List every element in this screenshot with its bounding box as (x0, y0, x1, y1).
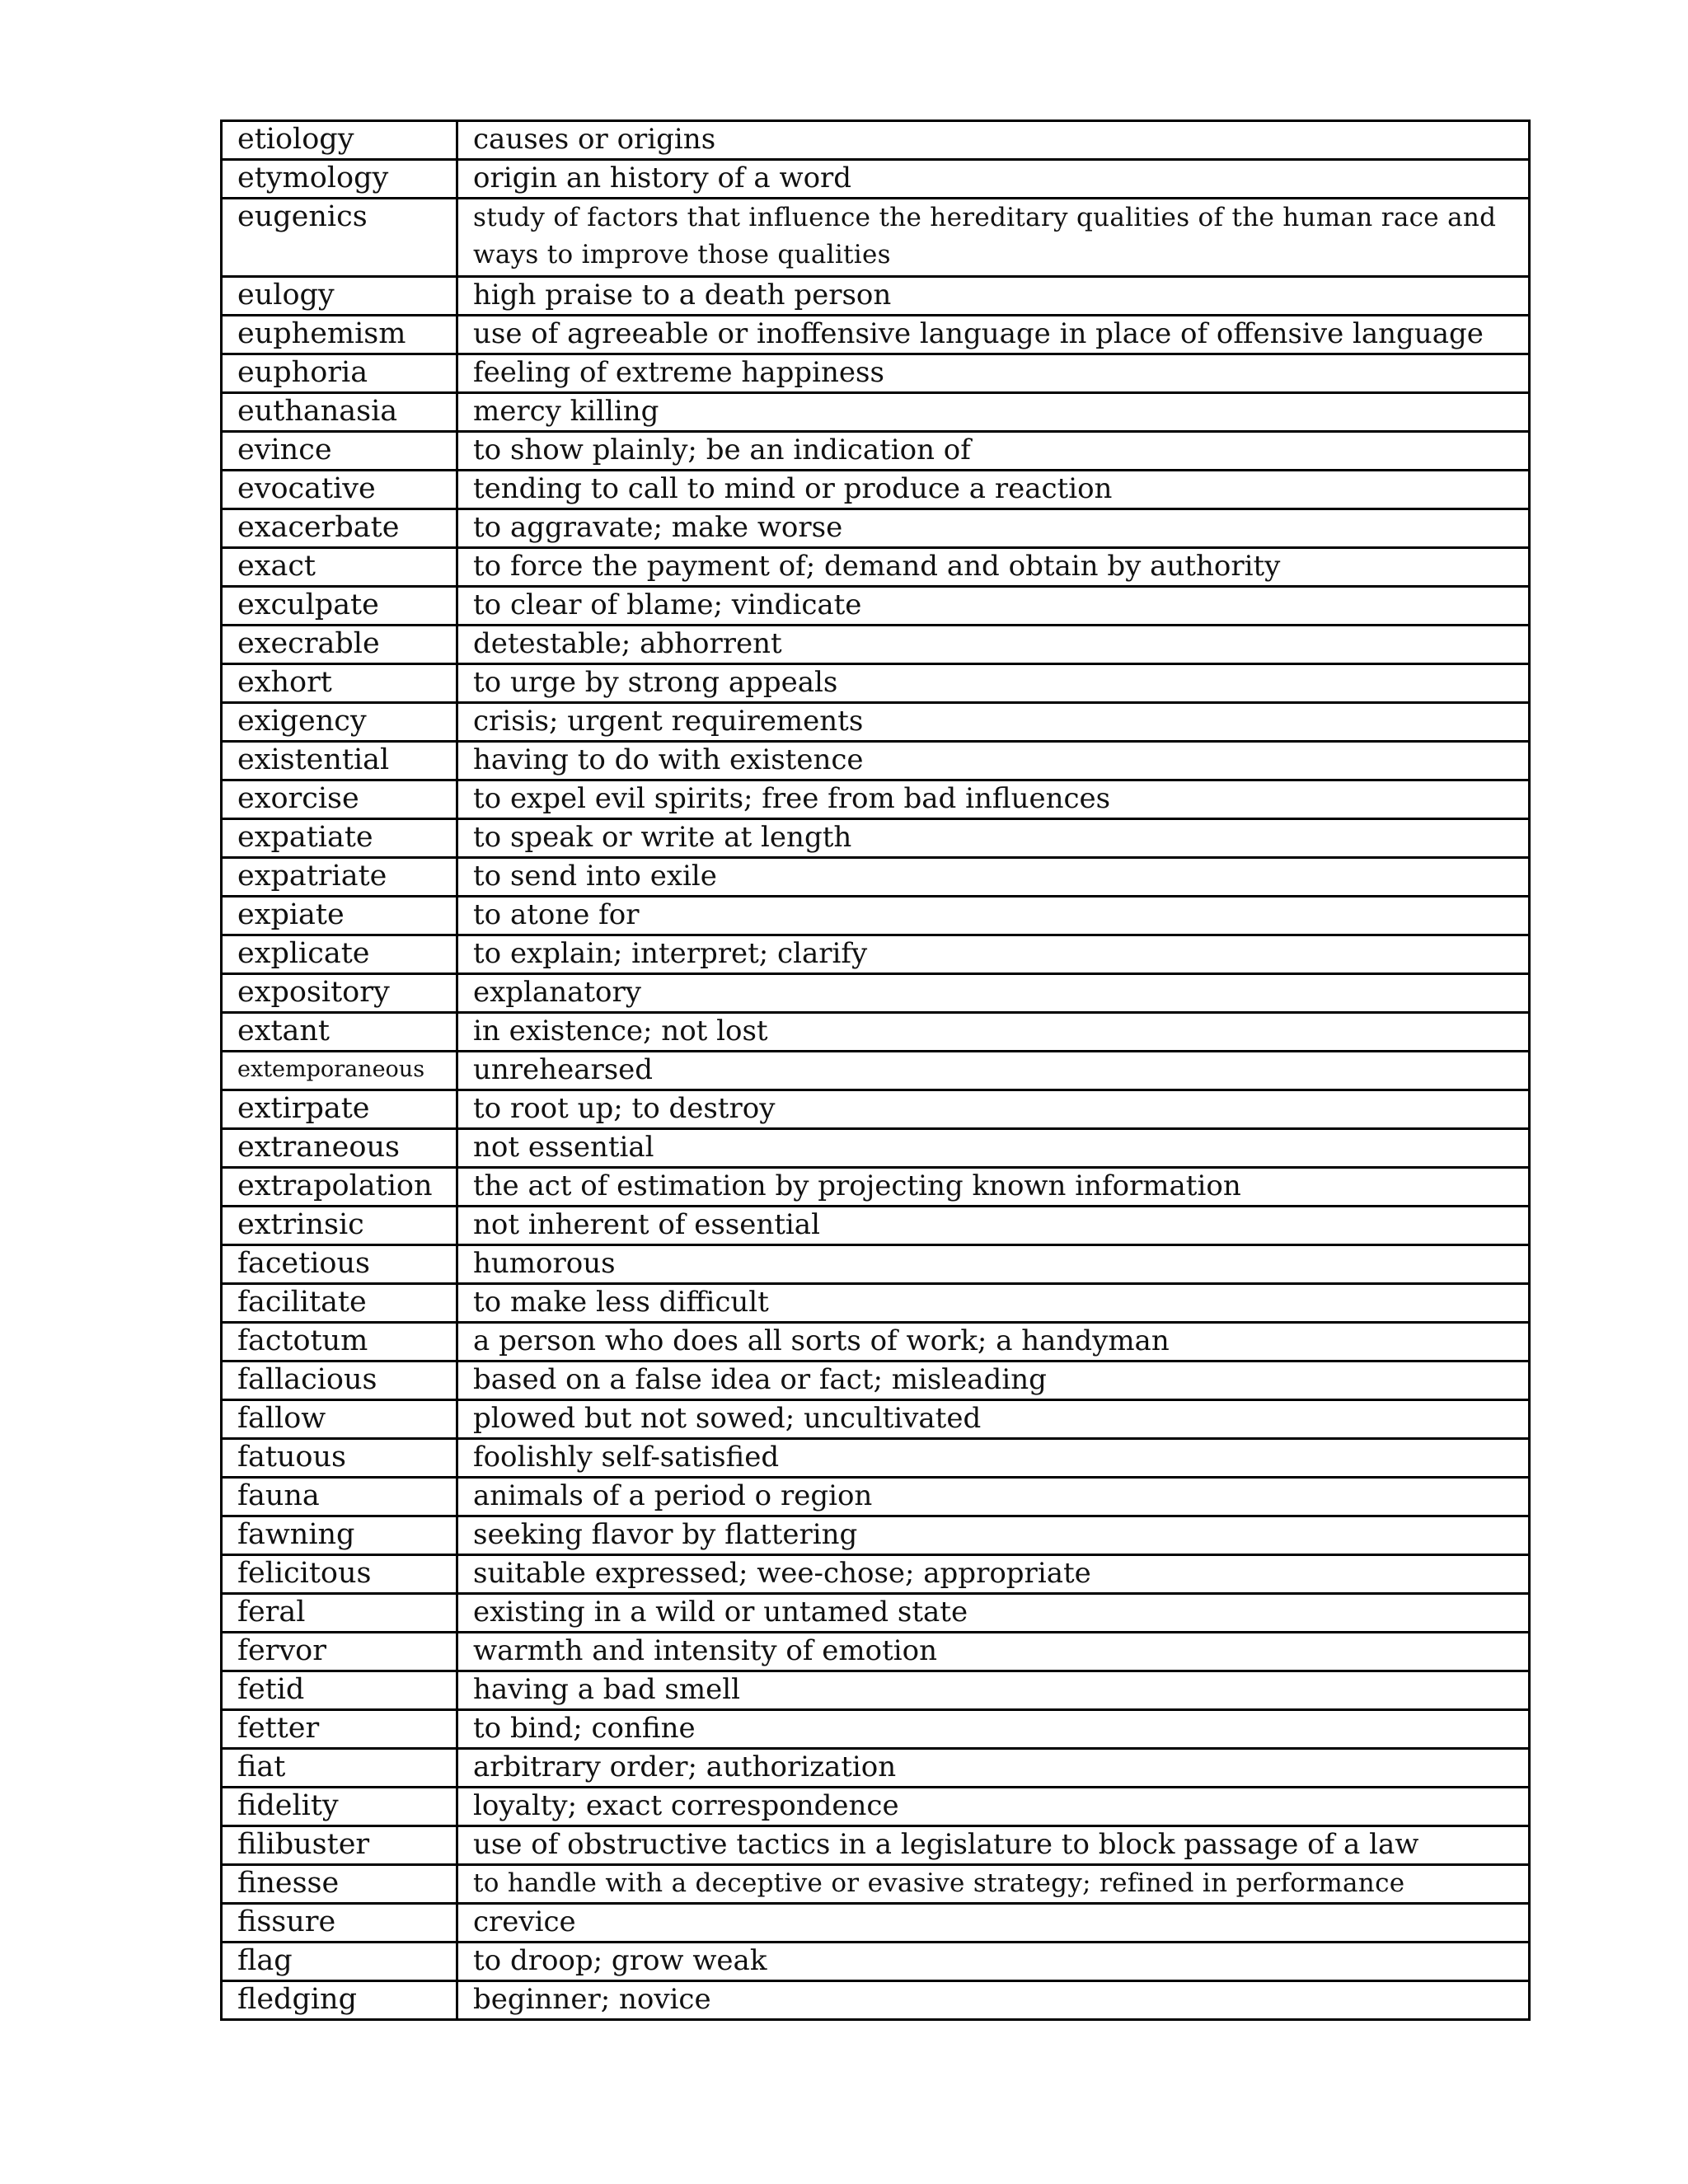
table-row (222, 1788, 1530, 1826)
definition-cell: detestable; abhorrent (457, 626, 1530, 664)
term-cell: exigency (222, 703, 457, 742)
term-cell: facilitate (222, 1284, 457, 1323)
definition-cell: the act of estimation by projecting known information (457, 1168, 1530, 1207)
term-cell: fetter (222, 1710, 457, 1749)
term-cell: fiat (222, 1749, 457, 1788)
definition-cell: to urge by strong appeals (457, 664, 1530, 703)
term-cell: euphemism (222, 316, 457, 354)
term-cell: expatriate (222, 858, 457, 897)
table-row (222, 509, 1530, 548)
term-cell: factotum (222, 1323, 457, 1361)
table-row (222, 471, 1530, 509)
table-row (222, 1090, 1530, 1129)
term-cell: evocative (222, 471, 457, 509)
table-row (222, 1981, 1530, 2020)
term-cell: etymology (222, 160, 457, 199)
table-row (222, 1633, 1530, 1671)
table-row (222, 1826, 1530, 1865)
definition-cell: crevice (457, 1904, 1530, 1943)
term-cell: euphoria (222, 354, 457, 393)
term-cell: extant (222, 1013, 457, 1052)
table-row (222, 1555, 1530, 1594)
term-cell: expatiate (222, 819, 457, 858)
table-row (222, 819, 1530, 858)
table-row (222, 1284, 1530, 1323)
definition-cell: arbitrary order; authorization (457, 1749, 1530, 1788)
table-row (222, 354, 1530, 393)
term-cell: explicate (222, 935, 457, 974)
table-row (222, 897, 1530, 935)
table-row (222, 1710, 1530, 1749)
table-row (222, 1671, 1530, 1710)
table-row (222, 664, 1530, 703)
term-cell: evince (222, 432, 457, 471)
definition-cell: based on a false idea or fact; misleading (457, 1361, 1530, 1400)
term-cell: extrapolation (222, 1168, 457, 1207)
vocabulary-table (220, 120, 1531, 2021)
definition-cell: a person who does all sorts of work; a handyman (457, 1323, 1530, 1361)
definition-cell: origin an history of a word (457, 160, 1530, 199)
definition-cell: to handle with a deceptive or evasive strategy; refined in performance (457, 1865, 1530, 1904)
term-cell: feral (222, 1594, 457, 1633)
definition-cell: suitable expressed; wee-chose; appropriate (457, 1555, 1530, 1594)
table-row (222, 858, 1530, 897)
table-row (222, 277, 1530, 316)
term-cell: fervor (222, 1633, 457, 1671)
term-cell: etiology (222, 121, 457, 160)
definition-cell: to speak or write at length (457, 819, 1530, 858)
definition-cell: unrehearsed (457, 1052, 1530, 1090)
term-cell: fledging (222, 1981, 457, 2020)
definition-cell: to atone for (457, 897, 1530, 935)
definition-cell: animals of a period o region (457, 1478, 1530, 1516)
term-cell: existential (222, 742, 457, 780)
term-cell: fissure (222, 1904, 457, 1943)
definition-cell: crisis; urgent requirements (457, 703, 1530, 742)
definition-cell: to bind; confine (457, 1710, 1530, 1749)
definition-cell: use of obstructive tactics in a legislature to block passage of a law (457, 1826, 1530, 1865)
table-row (222, 1594, 1530, 1633)
table-row (222, 393, 1530, 432)
term-cell: exorcise (222, 780, 457, 819)
table-row (222, 1245, 1530, 1284)
table-row (222, 742, 1530, 780)
table-row (222, 935, 1530, 974)
term-cell: felicitous (222, 1555, 457, 1594)
definition-cell: to force the payment of; demand and obtain by authority (457, 548, 1530, 587)
term-cell: eulogy (222, 277, 457, 316)
table-row (222, 1439, 1530, 1478)
table-row (222, 548, 1530, 587)
table-row (222, 199, 1530, 277)
table-row (222, 1516, 1530, 1555)
term-cell: exacerbate (222, 509, 457, 548)
definition-cell: having to do with existence (457, 742, 1530, 780)
definition-cell: in existence; not lost (457, 1013, 1530, 1052)
table-row (222, 1323, 1530, 1361)
definition-cell: having a bad smell (457, 1671, 1530, 1710)
term-cell: exact (222, 548, 457, 587)
definition-cell: to root up; to destroy (457, 1090, 1530, 1129)
definition-cell: use of agreeable or inoffensive language in place of offensive language (457, 316, 1530, 354)
term-cell: exculpate (222, 587, 457, 626)
term-cell: euthanasia (222, 393, 457, 432)
table-row (222, 1749, 1530, 1788)
term-cell: fawning (222, 1516, 457, 1555)
table-row (222, 1478, 1530, 1516)
term-cell: fatuous (222, 1439, 457, 1478)
definition-cell: causes or origins (457, 121, 1530, 160)
definition-cell: plowed but not sowed; uncultivated (457, 1400, 1530, 1439)
table-row (222, 1168, 1530, 1207)
table-row (222, 1400, 1530, 1439)
definition-cell: study of factors that influence the hereditary qualities of the human race and ways to improve those qualities (457, 199, 1530, 277)
table-row (222, 316, 1530, 354)
table-row (222, 1361, 1530, 1400)
term-cell: exhort (222, 664, 457, 703)
term-cell: extirpate (222, 1090, 457, 1129)
table-row (222, 1129, 1530, 1168)
term-cell: eugenics (222, 199, 457, 277)
term-cell: extrinsic (222, 1207, 457, 1245)
table-row (222, 703, 1530, 742)
table-row (222, 587, 1530, 626)
definition-cell: not essential (457, 1129, 1530, 1168)
definition-cell: beginner; novice (457, 1981, 1530, 2020)
table-row (222, 121, 1530, 160)
definition-cell: to show plainly; be an indication of (457, 432, 1530, 471)
term-cell: extraneous (222, 1129, 457, 1168)
term-cell: fetid (222, 1671, 457, 1710)
table-row (222, 432, 1530, 471)
term-cell: fallacious (222, 1361, 457, 1400)
table-row (222, 1013, 1530, 1052)
table-row (222, 1052, 1530, 1090)
definition-cell: not inherent of essential (457, 1207, 1530, 1245)
table-row (222, 1865, 1530, 1904)
definition-cell: to make less difficult (457, 1284, 1530, 1323)
definition-cell: to send into exile (457, 858, 1530, 897)
term-cell: fauna (222, 1478, 457, 1516)
vocabulary-table-body (222, 121, 1530, 2020)
definition-cell: to expel evil spirits; free from bad influences (457, 780, 1530, 819)
definition-cell: to droop; grow weak (457, 1943, 1530, 1981)
definition-cell: humorous (457, 1245, 1530, 1284)
definition-cell: feeling of extreme happiness (457, 354, 1530, 393)
definition-cell: mercy killing (457, 393, 1530, 432)
table-row (222, 1904, 1530, 1943)
definition-cell: high praise to a death person (457, 277, 1530, 316)
table-row (222, 160, 1530, 199)
table-row (222, 1207, 1530, 1245)
table-row (222, 974, 1530, 1013)
table-row (222, 780, 1530, 819)
term-cell: fidelity (222, 1788, 457, 1826)
definition-cell: warmth and intensity of emotion (457, 1633, 1530, 1671)
term-cell: flag (222, 1943, 457, 1981)
term-cell: facetious (222, 1245, 457, 1284)
term-cell: expiate (222, 897, 457, 935)
definition-cell: to explain; interpret; clarify (457, 935, 1530, 974)
definition-cell: to aggravate; make worse (457, 509, 1530, 548)
term-cell: fallow (222, 1400, 457, 1439)
table-row (222, 626, 1530, 664)
term-cell: execrable (222, 626, 457, 664)
term-cell: finesse (222, 1865, 457, 1904)
definition-cell: existing in a wild or untamed state (457, 1594, 1530, 1633)
table-row (222, 1943, 1530, 1981)
term-cell: expository (222, 974, 457, 1013)
term-cell: filibuster (222, 1826, 457, 1865)
definition-cell: seeking flavor by flattering (457, 1516, 1530, 1555)
definition-cell: to clear of blame; vindicate (457, 587, 1530, 626)
definition-cell: tending to call to mind or produce a reaction (457, 471, 1530, 509)
definition-cell: foolishly self-satisfied (457, 1439, 1530, 1478)
term-cell: extemporaneous (222, 1052, 457, 1090)
definition-cell: loyalty; exact correspondence (457, 1788, 1530, 1826)
definition-cell: explanatory (457, 974, 1530, 1013)
